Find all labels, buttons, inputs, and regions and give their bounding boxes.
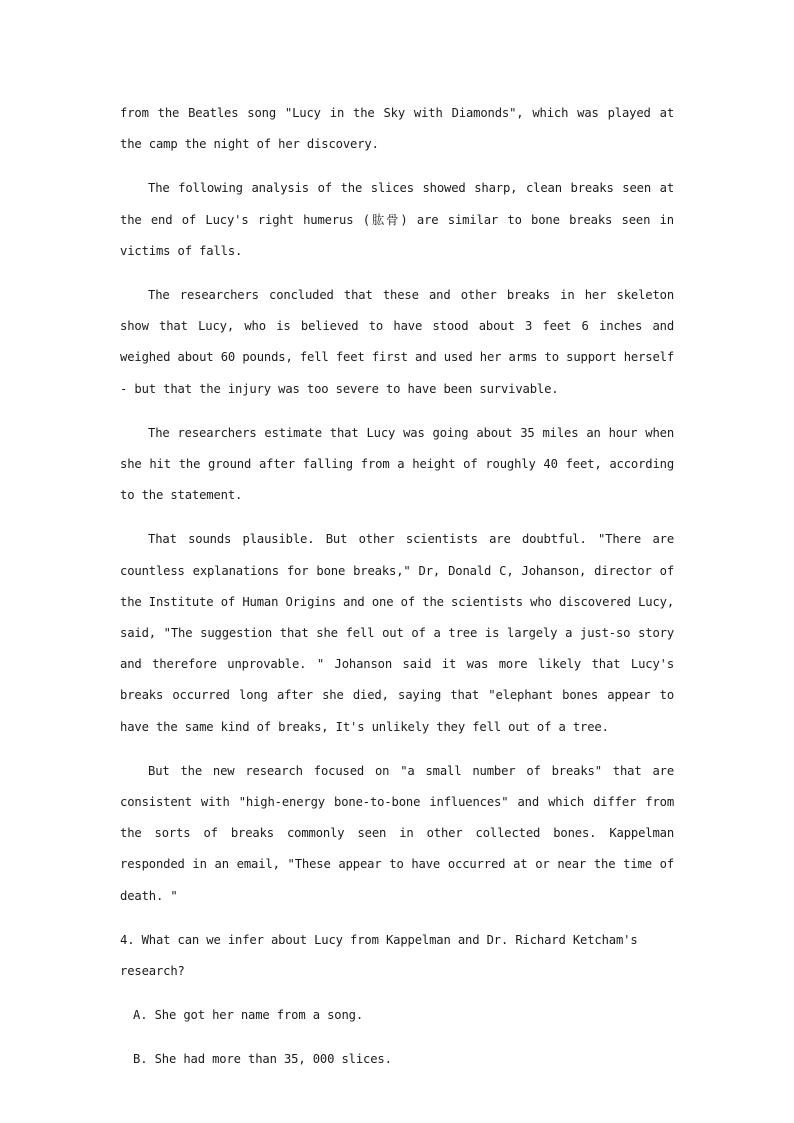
- paragraph-fall-estimate: The researchers estimate that Lucy was going about 35 miles an hour when she hit the ground after falling from a height of roughly 40 feet, according to the statement.: [120, 425, 674, 503]
- paragraph-humerus-analysis: The following analysis of the slices showed sharp, clean breaks seen at the end of Lucy's right humerus (肱骨) are similar to bone breaks seen in victims of falls.: [120, 181, 674, 258]
- paragraph-scientists-doubt: That sounds plausible. But other scientists are doubtful. "There are countless explanations for bone breaks," Dr, Donald C, Johanson, director of the Institute of Human Origins and one of the scientists who discovered Lucy, said, "The suggestion that she fell out of a tree is largely a just-so story and therefore unprovable. " Johanson said it was more likely that Lucy's breaks occurred long after she died, saying that "elephant bones appear to have the same kind of breaks, It's unlikely they fell out of a tree.: [120, 532, 674, 734]
- paragraph-researchers-conclusion: The researchers concluded that these and other breaks in her skeleton show that Lucy, who is believed to have stood about 3 feet 6 inches and weighed about 60 pounds, fell feet first and used her arms to support herself - but that the injury was too severe to have been survivable.: [120, 288, 674, 396]
- question-4: 4. What can we infer about Lucy from Kappelman and Dr. Richard Ketcham's research?: [120, 932, 638, 979]
- paragraph-new-research: But the new research focused on "a small number of breaks" that are consistent with "high-energy bone-to-bone influences" and which differ from the sorts of breaks commonly seen in other collected bones. Kappelman responded in an email, "These appear to have occurred at or near the time of death. ": [120, 763, 674, 903]
- paragraph-continuation: from the Beatles song "Lucy in the Sky with Diamonds", which was played at the camp the night of her discovery.: [120, 106, 674, 152]
- option-b: B. She had more than 35, 000 slices.: [133, 1052, 392, 1067]
- document-page: [120, 98, 674, 1089]
- option-a: A. She got her name from a song.: [133, 1008, 363, 1023]
